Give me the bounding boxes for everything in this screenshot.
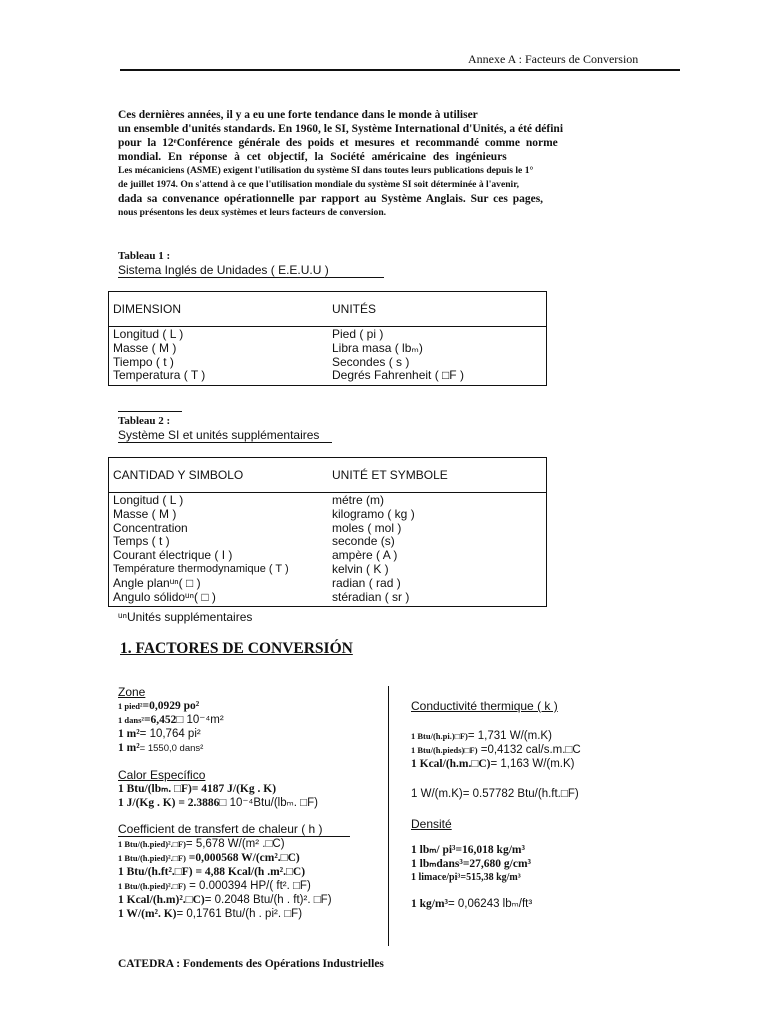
table2-subtitle: Système SI et unités supplémentaires [118,428,332,443]
page-header: Annexe A : Facteurs de Conversion [468,52,639,66]
left-column [118,685,398,921]
coef-title [118,822,398,837]
formula-term: = 0.2048 Btu/(h . ft)². □F) [204,894,332,906]
table-row [109,577,547,591]
coef-title-text: Coefficient de transfert de chaleur ( h ) [118,822,350,837]
table-row [109,563,547,577]
coef-line: 1 Btu/(h.ft².□F) = 4,88 Kcal/(h .m².□C) [118,866,306,878]
table-cell: Libra masa ( lbₘ) [332,340,423,355]
table-row [109,522,547,536]
formula-term: 1 Btu/(h.pied)².□F) [118,839,186,849]
table-cell: Courant électrique ( I ) [113,548,233,563]
formula-term: 1 m² [118,742,140,754]
table-header-cell: DIMENSION [113,302,182,316]
table2-footnote: ᵘⁿUnités supplémentaires [118,610,253,624]
formula-term: 1 W/(m². K) [118,908,177,920]
formula-term: =6,452□ [143,714,184,726]
densite-line [411,897,691,911]
table-cell: stéradian ( sr ) [332,589,410,604]
densite-title: Densité [411,817,452,831]
table-header-cell: UNITÉS [332,302,377,316]
table-cell: Degrés Fahrenheit ( □F ) [332,368,464,383]
formula-term: 10⁻⁴m² [183,714,224,726]
formula-term: 1 Kcal/(h.m)².□C) [118,894,205,906]
densite-line: 1 lbₘdans³=27,680 g/cm³ [411,858,531,870]
intro-line: dada sa convenance opérationnelle par rapport au Système Anglais. Sur ces pages, [118,193,544,205]
formula-term: 1 kg/m³ [411,898,448,910]
formula-term: 1 m² [118,728,140,740]
formula-term: 1 Btu/(h.pieds)□F) [411,745,478,755]
table1 [108,291,547,386]
conduct-title: Conductivité thermique ( k ) [411,699,558,713]
densite-line: 1 lbₘ/ pi³=16,018 kg/m³ [411,844,525,856]
table-cell: kelvin ( K ) [332,561,389,576]
table-row [109,591,547,607]
table-cell: Temperatura ( T ) [113,368,206,383]
formula-term: 1 Kcal/(h.m.□C) [411,758,491,770]
formula-term: = 1550,0 dans² [139,743,204,754]
table-cell: Longitud ( L ) [113,327,184,341]
table-cell: Tiempo ( t ) [113,354,174,369]
calor-line [118,796,398,810]
table-cell: Pied ( pi ) [332,327,384,341]
coef-line [118,837,398,851]
zone-line [118,741,398,756]
table-cell: Masse ( M ) [113,506,177,521]
calor-title: Calor Específico [118,768,206,782]
conduct-line: 1 W/(m.K)= 0.57782 Btu/(h.ft.□F) [411,788,579,800]
table-row [109,369,547,385]
table-row [109,493,547,508]
intro-line: Ces dernières années, il y a eu une forte tendance dans le monde à utiliser [118,109,478,121]
intro-paragraph [118,108,606,220]
table-header-cell: UNITÉ ET SYMBOLE [332,468,448,482]
table-cell: moles ( mol ) [332,520,402,535]
column-divider [388,686,389,946]
table1-label: Tableau 1 : [118,250,171,262]
formula-term: 1 Btu/(h.pied)².□F) [118,881,186,891]
section-title: 1. FACTORES DE CONVERSIÓN [120,640,353,657]
table-cell: ampère ( A ) [332,548,398,563]
coef-line [118,851,398,865]
table-cell: Longitud ( L ) [113,493,184,507]
table-header-row [109,458,547,493]
zone-line [118,713,398,727]
table2 [108,457,547,607]
formula-term: 10⁻⁴Btu/(lbₘ. □F) [226,797,318,809]
table-cell: Concentration [113,520,188,535]
densite-line: 1 limace/pi³=515,38 kg/m³ [411,872,521,883]
formula-term: 1 Btu/(h.pied)².□F) [118,853,186,863]
table-row [109,342,547,356]
right-column [411,699,691,911]
table-cell: Température thermodynamique ( T ) [113,562,289,575]
table-cell: Temps ( t ) [113,534,170,549]
formula-term: = 1,163 W/(m.K) [490,758,575,770]
intro-line: mondial. En réponse à cet objectif, la Société américaine des ingénieurs [118,151,507,163]
conduct-line [411,743,691,757]
zone-line [118,727,398,741]
table-cell: Secondes ( s ) [332,354,410,369]
table-row [109,508,547,522]
coef-line [118,907,398,921]
intro-line: pour la 12ᵉConférence générale des poids et mesures et recommandé comme norme [118,137,558,149]
calor-line: 1 Btu/(lbₘ. □F)= 4187 J/(Kg . K) [118,783,277,795]
table-cell: Masse ( M ) [113,340,177,355]
table-cell: Angulo sólidoᵘⁿ( □ ) [113,589,216,604]
formula-term: = 0.000394 HP/( ft². □F) [185,880,311,892]
formula-term: 1 J/(Kg . K) = 2.3886□ [118,797,227,809]
table-cell: Angle planᵘⁿ( □ ) [113,575,201,590]
formula-term: 1 Btu/(h.pi.)□F) [411,731,468,741]
formula-term: = 10,764 pi² [139,728,201,740]
table-cell: radian ( rad ) [332,575,401,590]
header-rule [120,69,680,71]
table-row [109,356,547,370]
formula-term: = 0,06243 lbₘ/ft³ [448,898,533,910]
table2-label: Tableau 2 : [118,415,171,427]
table2-label-rule [118,411,182,412]
table-header-row [109,292,547,327]
zone-line [118,699,398,713]
conduct-line [411,757,691,771]
formula-term: =0,000568 W/(cm².□C) [185,852,300,864]
coef-line [118,879,398,893]
formula-term: = 0,1761 Btu/(h . pi². □F) [176,908,303,920]
table-row [109,327,547,342]
table-row [109,549,547,563]
page-footer: CATEDRA : Fondements des Opérations Industrielles [118,958,384,970]
intro-line: de juillet 1974. On s'attend à ce que l'utilisation mondiale du système SI soit déterminée à l'avenir, [118,179,519,190]
formula-term: 1 pied² [118,701,143,711]
table-header-cell: CANTIDAD Y SIMBOLO [113,468,244,482]
conduct-line [411,729,691,743]
table-cell: métre (m) [332,493,384,507]
formula-term: = 1,731 W/(m.K) [467,730,552,742]
formula-term: = 5,678 W/(m² .□C) [185,838,285,850]
intro-line: Les mécaniciens (ASME) exigent l'utilisation du système SI dans toutes leurs publications depuis le 1° [118,165,534,176]
formula-term: 1 dans² [118,715,144,725]
table-row [109,535,547,549]
table-cell: seconde (s) [332,534,395,549]
table-cell: kilogramo ( kg ) [332,506,415,521]
zone-title: Zone [118,685,146,699]
coef-line [118,893,398,907]
formula-term: =0,0929 po² [142,700,200,712]
formula-term: =0,4132 cal/s.m.□C [477,744,581,756]
table1-subtitle: Sistema Inglés de Unidades ( E.E.U.U ) [118,263,384,278]
intro-line: un ensemble d'unités standards. En 1960, le SI, Système International d'Unités, a été défini [118,123,564,135]
intro-line: nous présentons les deux systèmes et leurs facteurs de conversion. [118,207,387,218]
